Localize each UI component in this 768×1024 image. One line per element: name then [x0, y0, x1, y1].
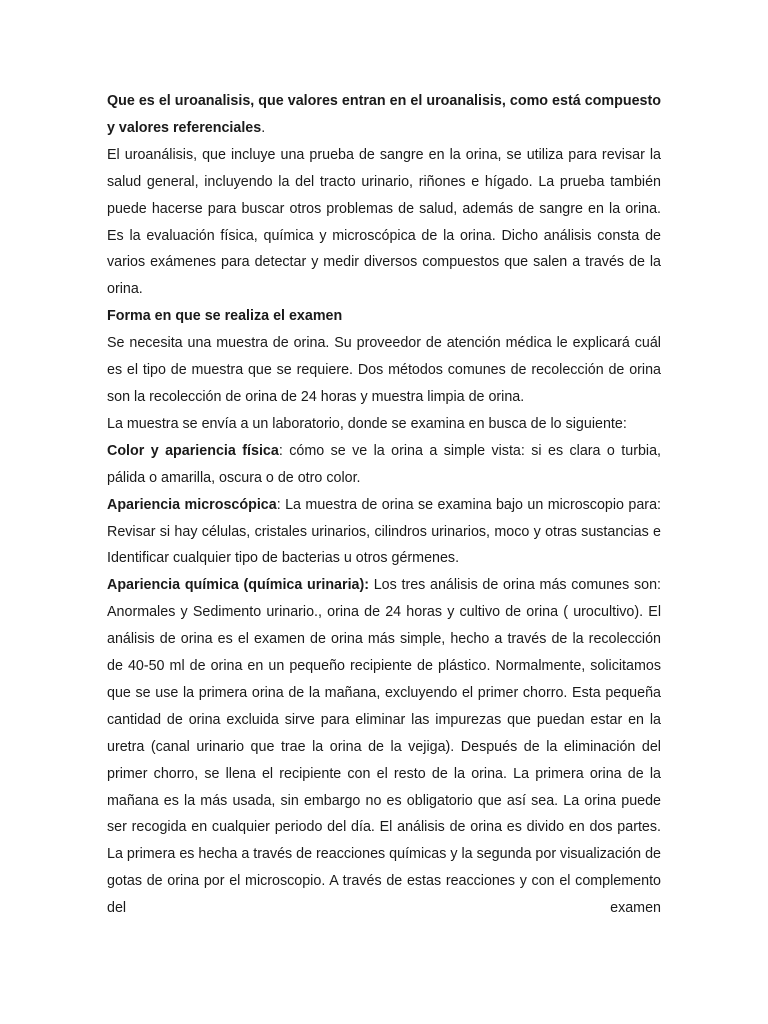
- title-period: .: [261, 119, 266, 136]
- microscopic-text: : La muestra de orina se examina bajo un microscopio para: Revisar si hay células, cristales urinarios, cilindros urinarios, moco y otras sustancias e Identificar cualquier tipo de bacterias u otros gérmenes.: [107, 496, 661, 567]
- intro-paragraph: El uroanálisis, que incluye una prueba de sangre en la orina, se utiliza para revisar la salud general, incluyendo la del tracto urinario, riñones e hígado. La prueba también puede hacerse para buscar otros problemas de salud, además de sangre en la orina. Es la evaluación física, química y microscópica de la orina. Dicho análisis consta de varios exámenes para detectar y medir diversos compuestos que salen a través de la orina.: [107, 146, 661, 298]
- microscopic-label: Apariencia microscópica: [107, 496, 277, 513]
- chemical-paragraph: [107, 572, 661, 922]
- section-heading: [107, 303, 661, 330]
- color-text: : cómo se ve la orina a simple vista: si es clara o turbia, pálida o amarilla, oscura o de otro color.: [107, 442, 662, 486]
- document-body: [107, 88, 661, 922]
- title-text: Que es el uroanalisis, que valores entran en el uroanalisis, como está compuesto y valores referenciales: [107, 93, 661, 136]
- color-label: Color y apariencia física: [107, 442, 279, 459]
- section-heading-text: Forma en que se realiza el examen: [107, 308, 343, 325]
- microscopic-paragraph: [107, 492, 661, 573]
- chemical-text: Los tres análisis de orina más comunes son: Anormales y Sedimento urinario., orina de 24 horas y cultivo de orina ( urocultivo). El análisis de orina es el examen de orina más simple, hecho a través de la recolección de 40-50 ml de orina en un pequeño recipiente de plástico. Normalmente, solicitamos que se use la primera orina de la mañana, excluyendo el primer chorro. Esta pequeña cantidad de orina excluida sirve para eliminar las impurezas que puedan estar en la uretra (canal urinario que trae la orina de la vejiga). Después de la eliminación del primer chorro, se llena el recipiente con el resto de la orina. La primera orina de la mañana es la más usada, sin embargo no es obligatorio que así sea. La orina puede ser recogida en cualquier periodo del día. El análisis de orina es divido en dos partes. La primera es hecha a través de reacciones químicas y la segunda por visualización de gotas de orina por el microscopio. A través de estas reacciones y con el complemento del examen: [107, 577, 662, 917]
- document-title: [107, 88, 661, 142]
- lab-paragraph: La muestra se envía a un laboratorio, donde se examina en busca de lo siguiente:: [107, 415, 627, 432]
- sample-paragraph: Se necesita una muestra de orina. Su proveedor de atención médica le explicará cuál es el tipo de muestra que se requiere. Dos métodos comunes de recolección de orina son la recolección de orina de 24 horas y muestra limpia de orina.: [107, 335, 661, 405]
- chemical-label: Apariencia química (química urinaria):: [107, 577, 370, 594]
- color-paragraph: [107, 438, 661, 492]
